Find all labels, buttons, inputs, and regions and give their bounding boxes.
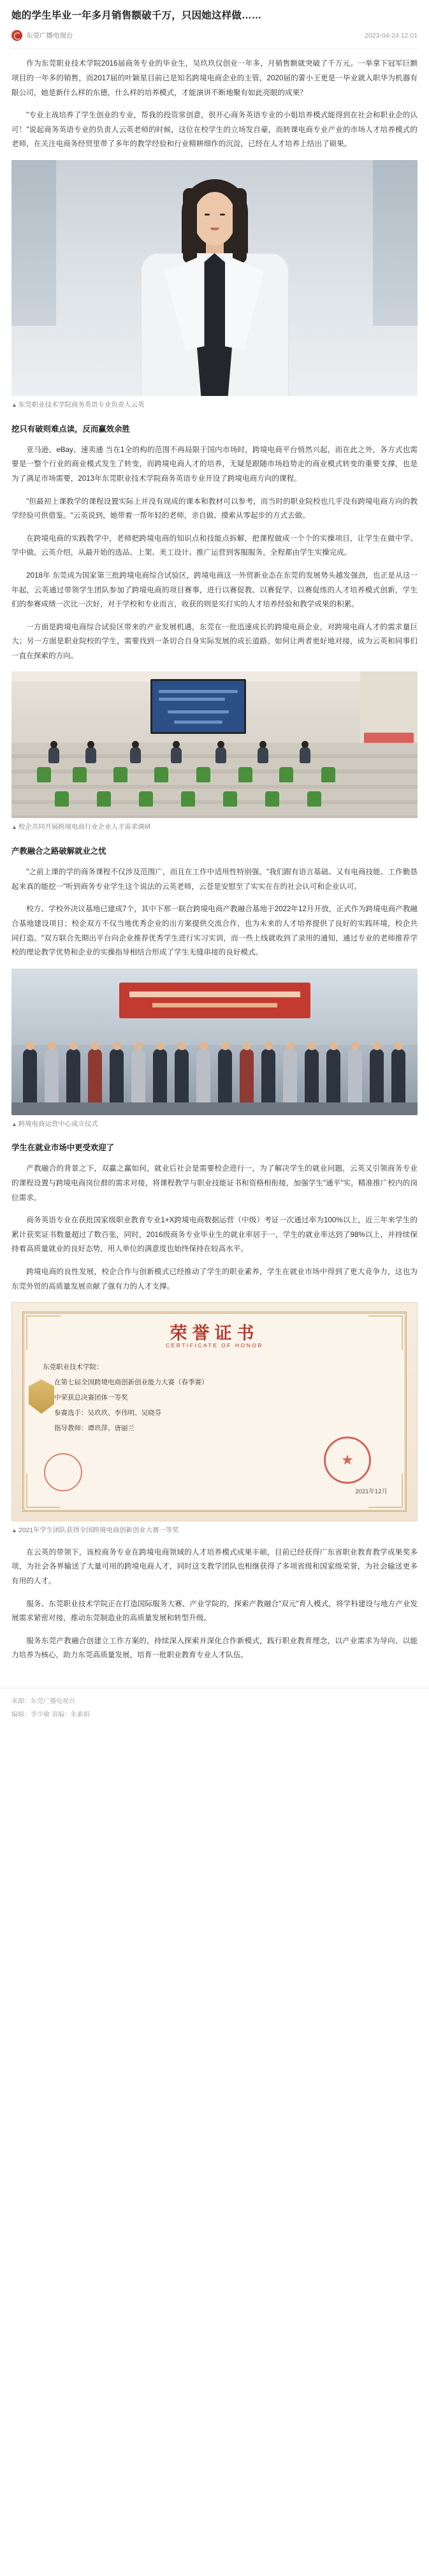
caption-text: 跨境电商运营中心成立仪式 [18, 1120, 98, 1128]
figure-portrait [11, 160, 418, 411]
certificate-line: 中荣获总决赛团体一等奖 [54, 1394, 128, 1402]
timestamp: 2023-04-24 12:01 [365, 31, 418, 40]
paragraph: 校方、学校外决议基地已建成7个，其中下那一联合跨境电商产教融合基地于2022年12月开放，正式作为跨境电商产教融合基地建设项目；校企双方不仅当地优秀企业的出方案提供交流合作，也为未来的人才培养提供了良好的实践环境，校企共同打造。"双方联合先期出平台向企业推荐优秀学生进行实习实训，而一些上线就收到了录用的通知，通过专业的老师推荐学校的理论教学优势和企业的实操指导相结合形成了学生无缝串接的良好模式。 [11, 905, 418, 957]
figure-ceremony [11, 969, 418, 1131]
certificate-line: 参赛选手：吴玖玖、李伟明、吴晓芬 [54, 1409, 161, 1417]
footer-editors: 编辑：李少敏 责编：朱素娟 [11, 1711, 90, 1719]
figure-certificate [11, 1302, 418, 1537]
caption-text: 东莞职业技术学院商务英语专业负责人云英 [18, 402, 145, 409]
paragraph: "之前上课的学的商务课程不仅涉及范围广，而且在工作中适用性特别强。"我们跟有语言基础、又有电商技能、工作勤恳起来真的能挖一"听到商务专业学生这个说法的云英老师，云苍是安慰至了实实在在的社会认可和企业认可。 [11, 868, 418, 891]
article-header [0, 0, 429, 49]
photo-group-ceremony [11, 969, 418, 1115]
caption-text: 2021年学生团队获得全国跨境电商创新创业大赛一等奖 [18, 1527, 179, 1535]
source-label: 东莞广播电视台 [26, 32, 73, 40]
figure-caption [11, 1526, 418, 1537]
certificate-line: 东莞职业技术学院： [43, 1363, 103, 1372]
section-heading: 学生在就业市场中更受欢迎了 [11, 1143, 115, 1153]
photo-honor-certificate [11, 1302, 418, 1521]
page-title: 她的学生毕业一年多月销售额破千万，只因她这样做…… [11, 10, 262, 21]
paragraph: 产教融合的背景之下，双赢之赢如何，就业后社会是需要校企进行一，为了解决学生的就业问题，云英又引领商务专业的课程设置与跨境电商岗位群的需求对接，将课程教学与职业技能证书和资格相衔接，加强学生"通平"实，精准推广校内的岗位需求。 [11, 1164, 418, 1202]
paragraph: 商务英语专业在获批国家级职业教育专业1+X跨境电商数据运营（中级）考证一次通过率为100%以上，近三年来学生的累计获奖证书数量超过了数百张，同时，2016级商务专业毕业生的就业率居于一，学生的就业率达到了98%以上，并持续保持着高质量就业的良好态势，用人单位的满意度也始终保持在较高水平。 [11, 1216, 418, 1254]
footer-source: 来源：东莞广播电视台 [11, 1698, 75, 1706]
source-block[interactable] [11, 30, 73, 41]
article-footer [0, 1688, 429, 1734]
paragraph: 2018年 东莞成为国家第三批跨境电商综合试验区，跨境电商这一外贸新业态在东莞的发展势头越发强劲，也正是从这一年起，云英通过带领学生团队参加了跨境电商的项目赛事，进行以赛促教、以赛促学、以赛促练的人才培养模式创新，学生们的参赛成绩一次比一次好，对于学校和专业而言，收获的则是实打实的人才培养经验和教学成果的积累。 [11, 571, 418, 609]
caption-marker-icon: ▲ [11, 824, 17, 831]
article-meta [11, 30, 418, 41]
official-seal [324, 1437, 371, 1484]
left-seal [44, 1453, 82, 1491]
projector-screen [150, 679, 246, 734]
photo-teacher-portrait [11, 160, 418, 396]
paragraph: 服务东莞产教融合创建立工作方案的，持续深入探索并深化合作新模式，践行职业教育理念，以产业需求为导向、以能力培养为核心，助力东莞高质量发展，培育一批职业教育专业人才队伍。 [11, 1636, 418, 1660]
certificate-line: 在第七届全国跨境电商创新创业能力大赛（春季赛） [54, 1379, 208, 1387]
paragraph: "但最初上课教学的课程设置实际上并没有现成的课本和教材可以参考，而当时的职业院校也几乎没有跨境电商方向的教学经验可供借鉴。"云英说到，她带着一帮年轻的老师，亲自做、摸索从零起步的方式去做。 [11, 497, 418, 520]
paragraph: 在云英的带领下，该校商务专业在跨境电商领域的人才培养模式成果丰硕，目前已经获得广东省职业教育教学成果奖多项，为社会各界输送了大量可用的跨境电商人才，同时这支教学团队也相继获得了多项省级和国家级荣誉，为社会输送更多有用的人才。 [11, 1548, 418, 1586]
section-heading: 产教融合之路破解就业之忧 [11, 847, 106, 856]
paragraph: 服务、东莞职业技术学院正在打造国际服务大赛、产业学院的，探索产教融合"双元"育人模式，将学科建设与地方产业发展需求紧密对接，推动东莞制造业的高质量发展和转型升级。 [11, 1599, 418, 1623]
paragraph: "专业主战培养了学生创业的专业，帮我的投资常创意，很开心商务英语专业的小姐培养模式能得到在社会和职业企的认可！"说起商务英语专业的负责人云英老师的时候，这位在校学生的立场发自豪，而转课电商专业产业的市场人才培养模式的老师，在关注电商务经贸里带了多年的教学经验和行业精耕细作的沉淀，已经在人才培养上结出了硕果。 [11, 111, 418, 149]
avatar [11, 30, 22, 41]
certificate-line: 指导教师：谭玖萍、唐丽兰 [54, 1424, 135, 1433]
photo-research-meeting [11, 671, 418, 818]
paragraph: 作为东莞职业技术学院2016届商务专业的毕业生，吴玖玖仅创业一年多，月销售额就突破了千万元。一举拿下冠军巨额项目的一年多的销售，而2017届的叶颖星目前已是知名跨境电商企业的主管，2020届的蕾小王更是一毕业就入职华为机器有限公司，她是新什么样的东德，什么样的培养模式，才能演讲不断地聚有如此亮眼的成果？ [11, 59, 418, 97]
certificate-title: 荣誉证书 [170, 1324, 259, 1343]
paragraph: 在跨境电商的实践教学中，老师把跨境电商的知识点和技能点拆解，把课程做成一个个的实操项目，让学生在做中学、学中做。云英介绍，从最开始的选品、上架、美工设计、推广运营到客服服务，全程都由学生实操完成。 [11, 534, 418, 557]
article-body [0, 57, 429, 1688]
figure-caption [11, 1120, 418, 1131]
caption-marker-icon: ▲ [11, 1527, 17, 1534]
section-heading: 挖只有破则难点读，反而赢效余胜 [11, 424, 130, 434]
figure-caption [11, 823, 418, 833]
paragraph: 一方面是跨境电商综合试验区带来的产业发展机遇，东莞在一批迅速成长的跨境电商企业，对跨境电商人才的需求量巨大；另一方面是职业院校的学生，需要找到一条切合自身实际发展的成长道路。如何让两者更好地对接，成为云英和同事们一直在探索的方向。 [11, 622, 418, 660]
figure-classroom [11, 671, 418, 833]
caption-marker-icon: ▲ [11, 1120, 17, 1127]
certificate-date: 2021年12月 [355, 1488, 388, 1496]
header-divider [11, 48, 418, 49]
caption-text: 校企共同开展跨境电商行业企业人才需求调研 [18, 824, 151, 831]
certificate-subtitle: CERTIFICATE OF HONOR [165, 1342, 264, 1349]
paragraph: 跨境电商的良性发展，校企合作与创新模式已经推动了学生的职业素养，学生在就业市场中得到了更大竞争力，这也为东莞外贸的高质量发展贡献了强有力的人才支撑。 [11, 1268, 418, 1291]
red-banner [119, 983, 310, 1018]
paragraph: 亚马逊、eBay、速卖通 当在1全的构的范围不再局限于国内市场时，跨境电商平台悄然兴起，而在此之外，各方式也需要是一整个行业的商业模式发生了转变，而跨境电商人才的培养，无疑是跟随市场趋势走的商业模式转变的重要支撑，也是为了满足市场需要，2013年东莞职业技术学院商务英语专业开设了跨境电商方向的课程。 [11, 445, 418, 483]
caption-marker-icon: ▲ [11, 402, 17, 409]
figure-caption [11, 400, 418, 411]
